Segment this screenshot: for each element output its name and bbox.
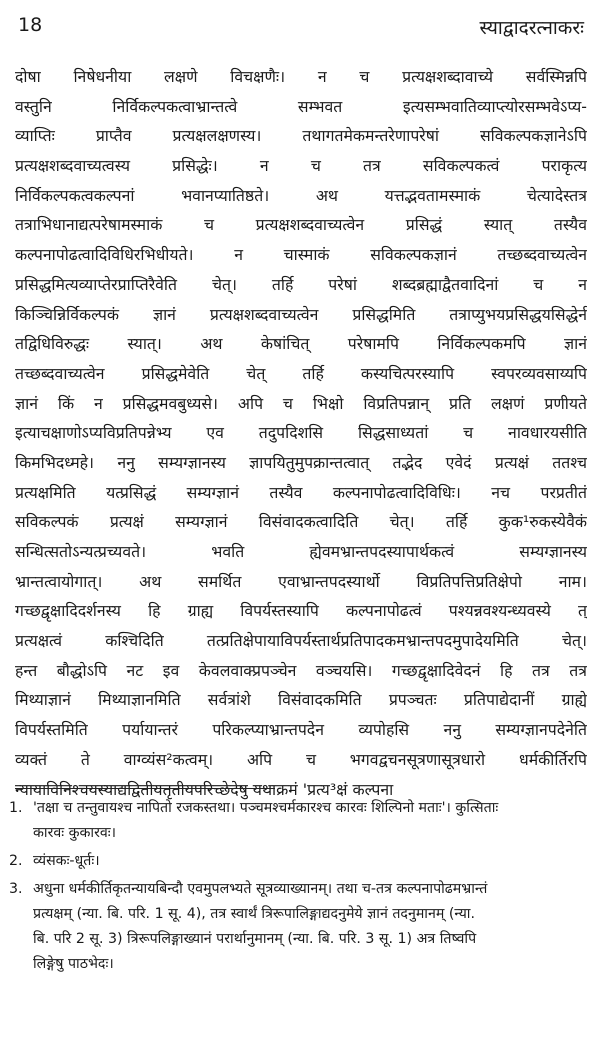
footnote-label: 1. <box>9 800 23 816</box>
footnote-3 <box>9 877 594 977</box>
footnote-line: लिङ्गेषु पाठभेदः। <box>33 956 114 972</box>
body-line: निर्विकल्पकत्वकल्पनां भवानप्यातिष्ठते। अथ यत्तद्भवतामस्माकं चेत्यादेस्तत्र <box>15 185 587 205</box>
body-line: प्रत्यक्षशब्दवाच्यत्वस्य प्रसिद्धेः। न च तत्र सविकल्पकत्वं पराकृत्य <box>15 156 587 176</box>
body-line: वस्तुनि निर्विकल्पकत्वाभ्रान्तत्वे सम्भवत इत्यसम्भवातिव्याप्त्योरसम्भवेऽप्य- <box>15 96 587 116</box>
footnote-label: 2. <box>9 853 23 869</box>
body-line: सन्धित्सतोऽन्यत्प्रच्यवते। भवति ह्येवमभ्रान्तपदस्यापार्थकत्वं सम्यग्ज्ञानस्य <box>15 542 587 561</box>
body-line: व्यक्तं ते वाग्व्यंस²कत्वम्। अपि च भगवद्वचनसूत्रणासूत्रधारो धर्मकीर्तिरपि <box>15 749 587 769</box>
body-line: दोषा निषेधनीया लक्षणे विचक्षणैः। न च प्रत्यक्षशब्दावाच्ये सर्वस्मिन्नपि <box>15 67 587 86</box>
footnote-line: कारवः कुकारवः। <box>33 825 117 841</box>
body-line: न्यायाविनिश्चयस्याद्यद्वितीयतृतीयपरिच्छेदेषु यथाक्रमं 'प्रत्य³क्षं कल्पना <box>15 779 394 799</box>
body-line: हन्त बौद्धोऽपि नट इव केवलवाक्प्रपञ्चेन वञ्चयसि। गच्छद्वृक्षादिवेदनं हि तत्र तत्र <box>15 660 587 680</box>
footnote-line: प्रत्यक्षम् (न्या. बि. परि. 1 सू. 4), तत्र स्वार्थं त्रिरूपालिङ्गाद्यदनुमेये ज्ञानं तदनुमानम् (न्या. <box>33 906 475 922</box>
body-line: किञ्चिन्निर्विकल्पकं ज्ञानं प्रत्यक्षशब्दवाच्यत्वेन प्रसिद्धमिति तत्राप्युभयप्रसिद्धयसिद्धेर्न <box>15 304 587 324</box>
body-line: प्रसिद्धमित्यव्याप्तेरप्राप्तिरैवेति चेत्। तर्हि परेषां शब्दब्रह्माद्वैतवादिनां च न <box>15 274 587 294</box>
footnote-line: अधुना धर्मकीर्तिकृतन्यायबिन्दौ एवमुपलभ्यते सूत्रव्याख्यानम्। तथा च-तत्र कल्पनापोढमभ्रान्तं <box>33 881 488 897</box>
running-title: स्याद्वादरत्नाकरः <box>479 17 584 39</box>
body-line: तच्छब्दवाच्यत्वेन प्रसिद्धमेवेति चेत् तर्हि कस्यचित्परस्यापि स्वपरव्यवसाय्यपि <box>15 363 587 383</box>
body-line: व्याप्तिः प्राप्तैव प्रत्यक्षलक्षणस्य। तथागतमेकमन्तरेणापरेषां सविकल्पकज्ञानेऽपि <box>15 126 587 146</box>
body-line: ज्ञानं किं न प्रसिद्धमवबुध्यसे। अपि च भिक्षो विप्रतिपन्नान् प्रति लक्षणं प्रणीयते <box>15 393 587 413</box>
body-line: सविकल्पकं प्रत्यक्षं सम्यग्ज्ञानं विसंवादकत्वादिति चेत्। तर्हि कुक¹रुकस्येवैकं <box>15 512 587 532</box>
body-line: तत्राभिधानाद्यत्परेषामस्माकं च प्रत्यक्षशब्दवाच्यत्वेन प्रसिद्धं स्यात् तस्यैव <box>15 215 587 235</box>
body-line: प्रत्यक्षत्वं कश्चिदिति तत्प्रतिक्षेपायाविपर्यस्तार्थप्रतिपादकमभ्रान्तपदमुपादेयमिति चेत्। <box>15 631 587 651</box>
body-text <box>15 62 587 804</box>
body-line: गच्छद्वृक्षादिदर्शनस्य हि ग्राह्य विपर्यस्तस्यापि कल्पनापोढत्वं पश्यन्नवश्यन्ध्यवस्ये त् <box>15 601 587 621</box>
body-line: कल्पनापोढत्वादिविधिरभिधीयते। न चास्माकं सविकल्पकज्ञानं तच्छब्दवाच्यत्वेन <box>15 245 587 265</box>
body-line: किमभिदध्महे। ननु सम्यग्ज्ञानस्य ज्ञापयितुमुपक्रान्तत्वात् तद्भेद एवेदं प्रत्यक्षं ततश्च <box>15 452 587 472</box>
body-line: तद्विधिविरुद्धः स्यात्। अथ केषांचित् परेषामपि निर्विकल्पकमपि ज्ञानं <box>15 334 587 354</box>
body-line: मिथ्याज्ञानं मिथ्याज्ञानमिति सर्वत्रांशे विसंवादकमिति प्रपञ्चतः प्रतिपाद्येदानीं ग्राह्ये <box>15 690 587 710</box>
footnote-line: 'तक्षा च तन्तुवायश्च नापितो रजकस्तथा। पञ्चमश्चर्मकारश्च कारवः शिल्पिनो मताः'। कुत्सिताः <box>33 800 499 816</box>
footnote-1 <box>9 796 594 846</box>
body-line: विपर्यस्तमिति पर्यायान्तरं परिकल्प्याभ्रान्तपदेन व्यपोहसि ननु सम्यग्ज्ञानपदेनेति <box>15 720 587 740</box>
footnote-separator <box>15 788 275 789</box>
body-line: प्रत्यक्षमिति यत्प्रसिद्धं सम्यग्ज्ञानं तस्यैव कल्पनापोढत्वादिविधिः। नच परप्रतीतं <box>15 482 587 502</box>
page-number: 18 <box>18 14 43 36</box>
body-line: भ्रान्तत्वायोगात्। अथ समर्थित एवाभ्रान्तपदस्यार्थो विप्रतिपत्तिप्रतिक्षेपो नाम। <box>15 571 587 591</box>
footnote-line: बि. परि 2 सू. 3) त्रिरूपलिङ्गाख्यानं परार्थानुमानम् (न्या. बि. परि. 3 सू. 1) अत्र तिष्वपि <box>33 931 477 947</box>
footnote-label: 3. <box>9 881 23 897</box>
page-header <box>18 14 584 40</box>
footnote-2 <box>9 849 594 874</box>
footnote-line: व्यंसकः-धूर्तः। <box>33 853 100 869</box>
body-line: इत्याचक्षाणोऽप्यविप्रतिपन्नेभ्य एव तदुपदिशसि सिद्धसाध्यतां च नावधारयसीति <box>15 423 587 443</box>
